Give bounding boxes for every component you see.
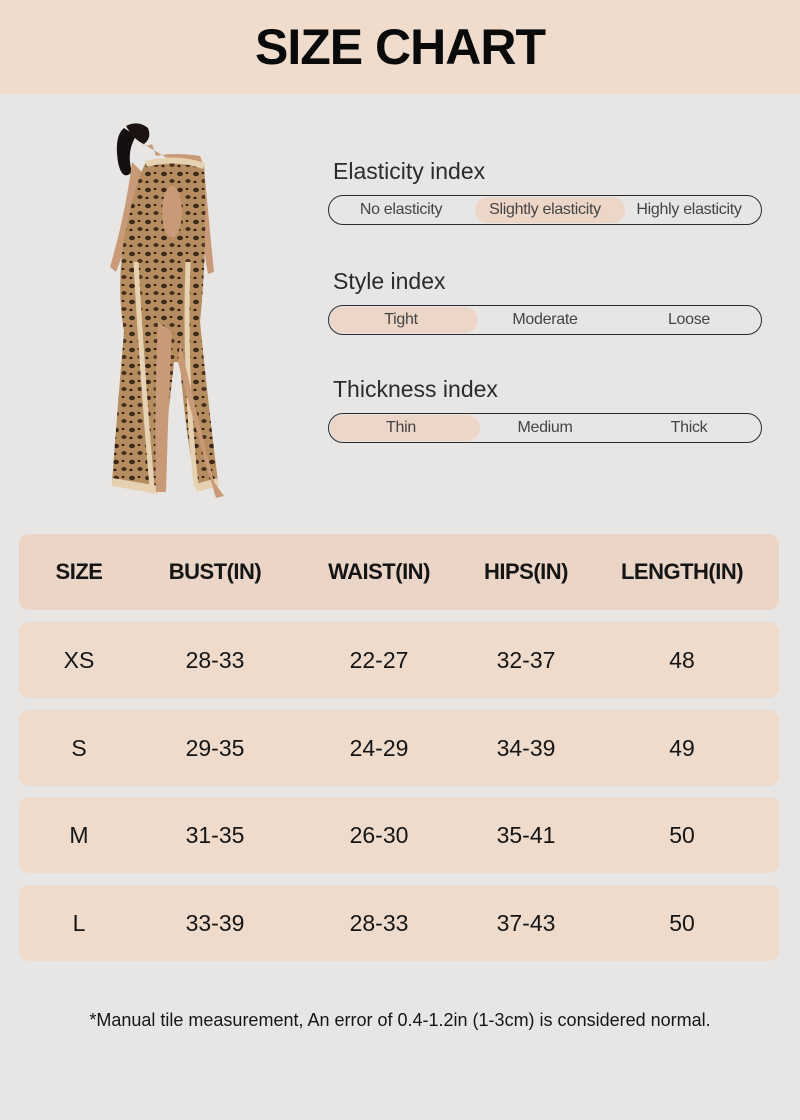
cell-size: L: [72, 909, 86, 936]
cell-size: XS: [63, 646, 95, 673]
option-moderate: Moderate: [512, 311, 578, 328]
header-bust: BUST(IN): [168, 559, 262, 584]
elasticity-selector: [328, 195, 762, 225]
page-title: SIZE CHART: [255, 19, 545, 75]
header-waist: WAIST(IN): [328, 559, 430, 584]
measurement-note: *Manual tile measurement, An error of 0.4-1.2in (1-3cm) is considered normal.: [89, 1010, 711, 1030]
cell-size: M: [69, 821, 89, 848]
cell-bust: 33-39: [185, 909, 245, 936]
thickness-index: [328, 376, 762, 443]
cell-waist: 22-27: [349, 646, 409, 673]
option-tight: Tight: [384, 311, 418, 328]
cell-length: 49: [669, 734, 695, 761]
cell-waist: 24-29: [349, 734, 409, 761]
header-hips: HIPS(IN): [484, 559, 568, 584]
style-selector: [328, 305, 762, 335]
option-no-elasticity: No elasticity: [359, 201, 443, 218]
elasticity-index: [328, 158, 762, 225]
cell-hips: 34-39: [496, 734, 556, 761]
cell-bust: 31-35: [185, 821, 245, 848]
thickness-selector: [328, 413, 762, 443]
table-row: [19, 710, 779, 786]
option-thick: Thick: [670, 419, 708, 436]
cell-length: 50: [669, 909, 695, 936]
header-banner: [0, 0, 800, 94]
cell-bust: 29-35: [185, 734, 245, 761]
header-size: SIZE: [55, 559, 103, 584]
product-image: [96, 122, 266, 502]
cell-hips: 35-41: [496, 821, 556, 848]
table-header-row: [19, 534, 779, 610]
style-index-title: Style index: [333, 268, 446, 294]
cell-bust: 28-33: [185, 646, 245, 673]
elasticity-index-title: Elasticity index: [333, 158, 486, 184]
cell-hips: 37-43: [496, 909, 556, 936]
cell-length: 50: [669, 821, 695, 848]
option-thin: Thin: [386, 419, 416, 436]
cell-length: 48: [669, 646, 695, 673]
table-row: [19, 797, 779, 873]
cell-waist: 26-30: [349, 821, 409, 848]
table-row: [19, 885, 779, 961]
cell-waist: 28-33: [349, 909, 409, 936]
thickness-index-title: Thickness index: [333, 376, 498, 402]
option-slightly-elasticity: Slightly elasticity: [489, 201, 601, 218]
option-highly-elasticity: Highly elasticity: [636, 201, 742, 218]
table-row: [19, 622, 779, 698]
cell-hips: 32-37: [496, 646, 556, 673]
style-index: [328, 268, 762, 335]
header-length: LENGTH(IN): [620, 559, 744, 584]
option-medium: Medium: [517, 419, 573, 436]
cell-size: S: [71, 734, 87, 761]
option-loose: Loose: [667, 311, 711, 328]
